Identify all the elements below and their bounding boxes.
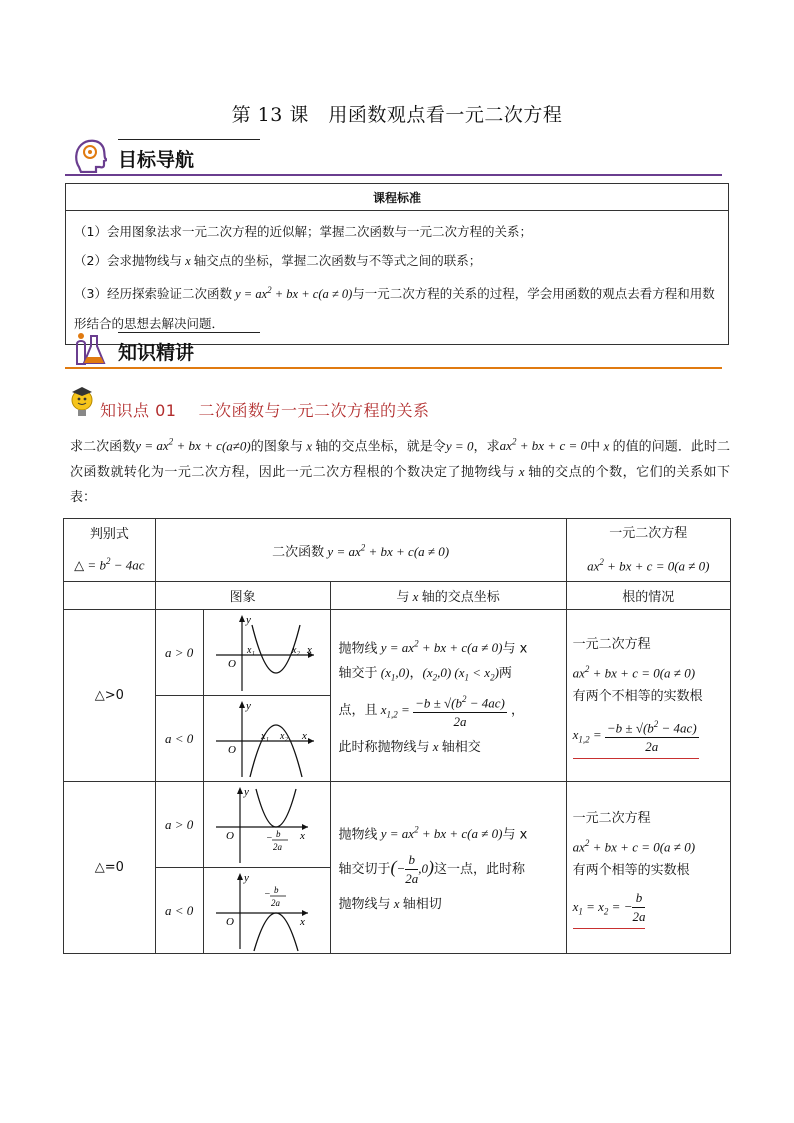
a-positive-label: a > 0 [155,610,203,696]
head-gear-icon [73,137,107,173]
svg-text:O: O [227,743,236,756]
graph-one-root-up [203,782,330,868]
svg-text:y: y [243,785,249,798]
svg-text:2a: 2a [270,897,280,908]
knowledge-point-heading: 知识点 01 二次函数与一元二次方程的关系 [70,384,530,424]
flask-icon [73,330,107,366]
roots-subheader: 根的情况 [566,582,730,610]
page-title: 第 13 课 用函数观点看一元二次方程 [231,104,563,126]
a-negative-label: a < 0 [155,868,203,954]
svg-text:x: x [301,729,307,742]
svg-text:x₂: x₂ [279,730,288,742]
one-root-result: 一元二次方程 $ax^2$ + bx + c = 0(a ≠ 0) 有两个相等的实数根 $x_1 = x_2$ = − $\frac{b}{2a}$ [566,782,730,954]
svg-text:b: b [275,828,280,839]
two-roots-description: 抛物线 $y = ax^2$ + bx + c(a ≠ 0)与 x 轴交于 $(x_1,0)$，$(x_2,0) (x_1 < x_2)$两 点，且 $x_{1,2}$ = $\frac{-b \pm √(b^2 - 4ac)}{2a}$ ， 此时称抛物线与 x 轴相交 [330,610,566,782]
svg-text:−: − [265,832,273,844]
lightbulb-icon [70,384,102,422]
equation-header: 一元二次方程 $ax^2$ + bx + c = 0(a ≠ 0) [566,519,730,582]
svg-text:O: O [225,829,234,842]
one-root-description: 抛物线 $y = ax^2$ + bx + c(a ≠ 0)与 x 轴交切于(− $\frac{b}{2a}$ ,0)这一点，此时称 抛物线与 x 轴相切 [330,782,566,954]
relationship-table [63,518,731,954]
section-knowledge [65,330,725,372]
svg-text:x₂: x₂ [291,644,300,656]
a-positive-label: a > 0 [155,782,203,868]
svg-text:b: b [273,884,278,895]
intersection-subheader: 与 x 轴的交点坐标 [330,582,566,610]
svg-text:2a: 2a [272,841,282,852]
svg-text:x: x [299,829,305,842]
svg-text:y: y [243,871,249,884]
standard-item-1: （1）会用图象法求一元二次方程的近似解；掌握二次函数与一元二次方程的关系； [74,224,532,239]
svg-text:y: y [245,613,251,626]
standards-table [65,183,729,345]
svg-text:O: O [227,657,236,670]
svg-text:x₁: x₁ [246,644,255,656]
svg-text:x: x [306,643,312,656]
a-negative-label: a < 0 [155,696,203,782]
svg-text:y: y [245,699,251,712]
section-title: 目标导航 [118,149,195,171]
delta-positive-label: △>0 [64,610,156,782]
section-goal-navigation [65,137,725,179]
svg-text:x₁: x₁ [260,730,269,742]
standards-header: 课程标准 [66,184,729,211]
intro-paragraph: 求二次函数$y = ax^2$ + bx + c(a≠0)的图象与 x 轴的交点坐标，就是令y = 0，求$ax^2$ + bx + c = 0中 x 的值的问题．此时二次函数就转化为一元二次方程，因此一元二次方程根的个数决定了抛物线与 x 轴的交点的个数，它们的关系如下表： [70,437,730,506]
section-title: 知识精讲 [118,342,195,364]
graph-subheader: 图象 [155,582,330,610]
graph-two-roots-down [203,696,330,782]
discriminant-header: 判别式 △ = $b^2 - 4ac$ [64,519,156,582]
standard-item-3: （3）经历探索验证二次函数 $y = ax^2$ + bx + c(a ≠ 0)与一元二次方程的关系的过程，学会用函数的观点去看方程和用数形结合的思想去解决问题． [74,285,715,332]
two-roots-result: 一元二次方程 $ax^2$ + bx + c = 0(a ≠ 0) 有两个不相等的实数根 $x_{1,2}$ = $\frac{-b \pm √(b^2 - 4ac)}{2a}$ [566,610,730,782]
svg-text:O: O [225,915,234,928]
delta-zero-label: △=0 [64,782,156,954]
function-header: 二次函数 $y = ax^2$ + bx + c(a ≠ 0) [155,519,566,582]
graph-two-roots-up [203,610,330,696]
graph-one-root-down [203,868,330,954]
standard-item-2: （2）会求抛物线与 x 轴交点的坐标，掌握二次函数与不等式之间的联系； [74,253,482,268]
svg-text:x: x [299,915,305,928]
svg-text:−: − [263,888,271,900]
